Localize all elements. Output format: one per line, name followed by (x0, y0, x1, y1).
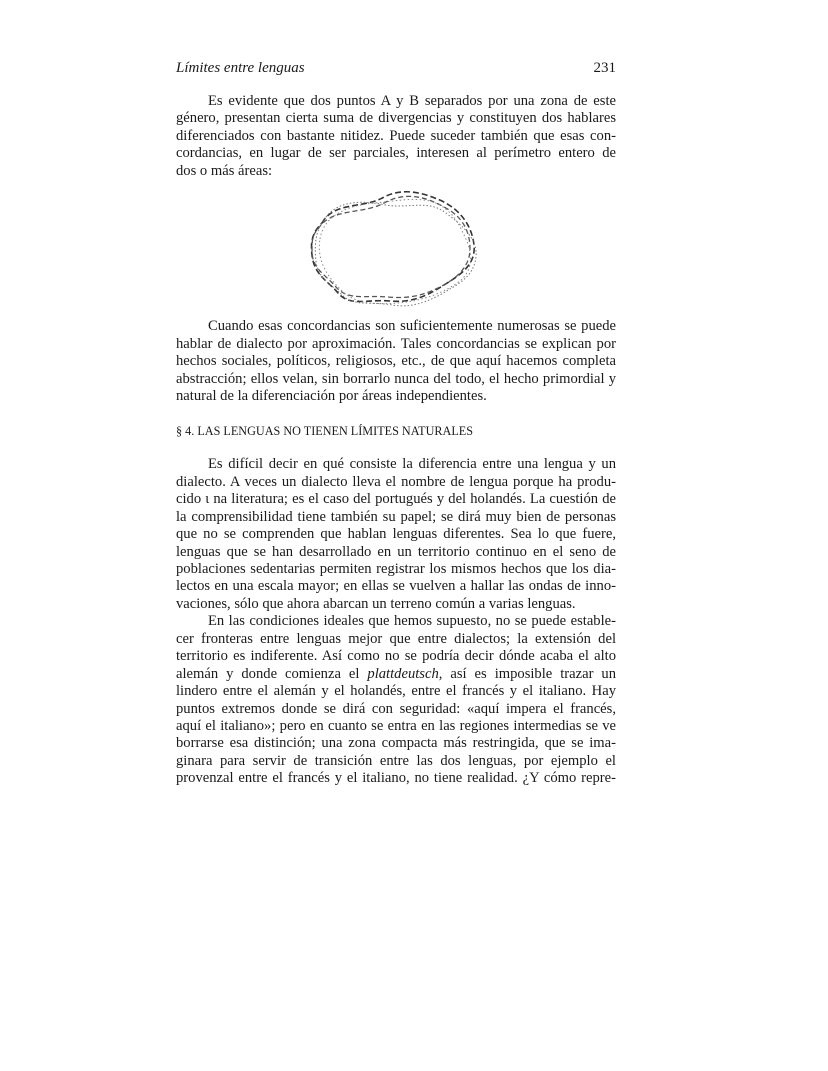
text-line: hablar de dialecto por aproximación. Tales concordancias se explican por (176, 335, 616, 352)
paragraph-4 (176, 613, 616, 787)
text-line: poblaciones sedentarias permiten registrar los mismos hechos que los dia- (176, 561, 616, 577)
running-head-title: Límites entre lenguas (176, 60, 305, 76)
text-line: Es difícil decir en qué consiste la diferencia entre una lengua y un (208, 456, 616, 473)
text-line: lindero entre el alemán y el holandés, entre el francés y el italiano. Hay (176, 683, 616, 700)
paragraph-3 (176, 456, 616, 613)
text-line: vaciones, sólo que ahora abarcan un terreno común a varias lenguas. (176, 595, 576, 612)
text-line: En las condiciones ideales que hemos supuesto, no se puede estable- (208, 613, 616, 630)
text-line: Cuando esas concordancias son suficientemente numerosas se puede (208, 318, 616, 335)
paragraph-2 (176, 318, 616, 405)
text-fragment: así es imposible trazar un (442, 665, 616, 682)
text-line: hechos sociales, políticos, religiosos, etc., de que aquí hacemos completa (176, 353, 616, 370)
text-line: dialecto. A veces un dialecto lleva el nombre de lengua porque ha produ- (176, 473, 616, 490)
text-line: lectos en una escala mayor; en ellas se vuelven a hallar las ondas de inno- (176, 578, 616, 595)
text-line: puntos extremos donde se dirá con seguridad: «aquí impera el francés, (176, 700, 616, 717)
book-page (176, 60, 616, 788)
text-line: género, presentan cierta suma de divergencias y constituyen dos hablares (176, 110, 616, 127)
text-line: lenguas que se han desarrollado en un territorio continuo en el seno de (176, 543, 616, 560)
text-line: dos o más áreas: (176, 162, 273, 179)
text-line: cordancias, en lugar de ser parciales, interesen al perímetro entero de (176, 145, 616, 162)
text-line: ginara para servir de transición entre las dos lenguas, por ejemplo el (176, 752, 616, 769)
text-line: Es evidente que dos puntos A y B separados por una zona de este (208, 93, 616, 109)
text-line: natural de la diferenciación por áreas independientes. (176, 387, 487, 404)
text-line: cido ι na literatura; es el caso del portugués y del holandés. La cuestión de (176, 491, 616, 508)
text-line: aquí el italiano»; pero en cuanto se entra en las regiones intermedias se ve (176, 717, 616, 734)
text-line: cer fronteras entre lenguas mejor que entre dialectos; la extensión del (176, 630, 616, 647)
text-line: la comprensibilidad tiene también su papel; se dirá muy bien de personas (176, 508, 616, 525)
text-line: diferenciados con bastante nitidez. Puede suceder también que esas con- (176, 127, 616, 144)
text-line: abstracción; ellos velan, sin borrarlo nunca del todo, el hecho primordial y (176, 370, 616, 387)
text-line: borrarse esa distinción; una zona compacta más restringida, que se ima- (176, 735, 616, 752)
text-line: que no se comprenden que hablan lenguas diferentes. Sea lo que fuere, (176, 526, 616, 543)
text-line-with-italic (176, 666, 616, 683)
section-heading: § 4. LAS LENGUAS NO TIENEN LÍMITES NATURALES (176, 424, 473, 439)
isogloss-figure (176, 183, 616, 313)
text-line: territorio es indiferente. Así como no se podría decir dónde acaba el alto (176, 648, 616, 665)
paragraph-1 (176, 93, 616, 180)
page-number: 231 (593, 60, 616, 76)
text-fragment: alemán y donde comienza el (176, 665, 368, 682)
italic-term: plattdeutsch, (367, 665, 443, 682)
isogloss-diagram (304, 183, 484, 311)
running-head (176, 60, 616, 84)
text-line: provenzal entre el francés y el italiano, no tiene realidad. ¿Y cómo repre- (176, 770, 616, 787)
